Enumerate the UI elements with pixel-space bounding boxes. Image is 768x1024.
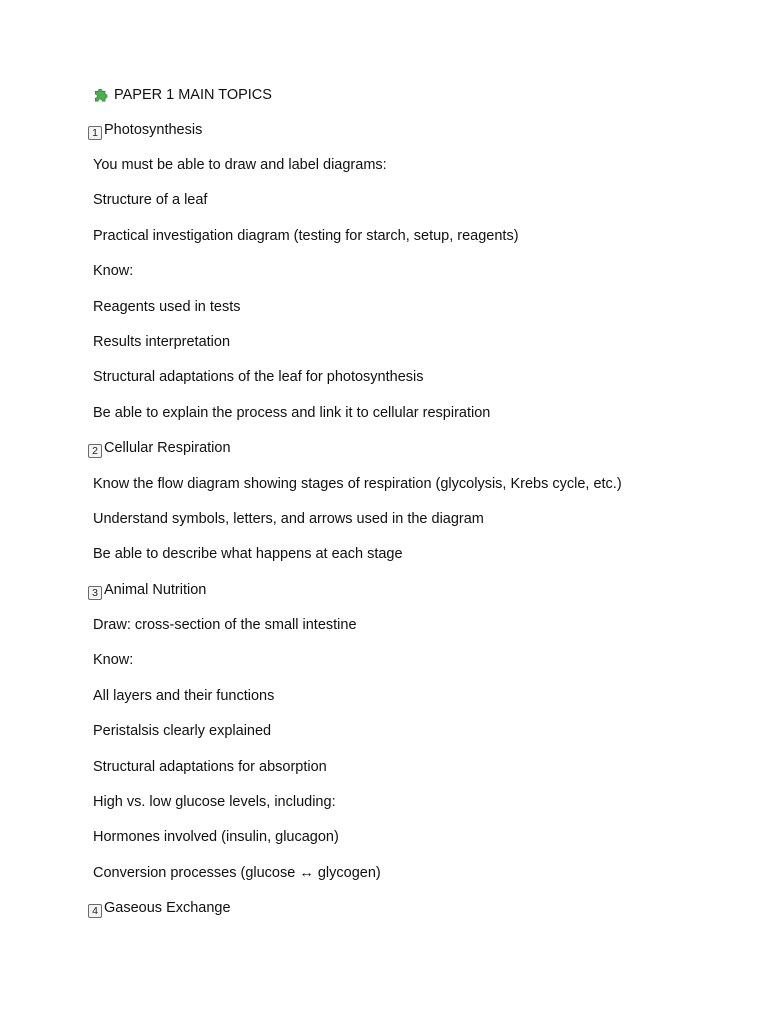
list-item: Hormones involved (insulin, glucagon) — [93, 829, 339, 845]
list-item: Peristalsis clearly explained — [93, 723, 272, 739]
list-item: Be able to describe what happens at each stage — [93, 546, 403, 562]
section-heading-animal-nutrition — [88, 581, 206, 600]
list-item: Practical investigation diagram (testing for starch, setup, reagents) — [93, 228, 519, 244]
section-heading-text: Cellular Respiration — [104, 440, 231, 456]
list-item: Structural adaptations of the leaf for photosynthesis — [93, 369, 424, 385]
list-item: Know the flow diagram showing stages of respiration (glycolysis, Krebs cycle, etc.) — [93, 476, 622, 492]
section-heading-photosynthesis — [88, 121, 202, 140]
keycap-4-icon: 4 — [88, 904, 102, 918]
section-heading-text: Photosynthesis — [104, 122, 203, 138]
keycap-3-icon: 3 — [88, 586, 102, 600]
section-heading-text: Animal Nutrition — [104, 582, 207, 598]
list-item: Know: — [93, 652, 134, 668]
list-item: All layers and their functions — [93, 688, 275, 704]
list-item: You must be able to draw and label diagrams: — [93, 157, 387, 173]
list-item: Structure of a leaf — [93, 192, 208, 208]
section-heading-cellular-respiration — [88, 439, 231, 458]
list-item: Draw: cross-section of the small intestine — [93, 617, 357, 633]
list-item: Understand symbols, letters, and arrows used in the diagram — [93, 511, 484, 527]
section-heading-gaseous-exchange — [88, 899, 231, 918]
list-item: Know: — [93, 263, 134, 279]
keycap-1-icon: 1 — [88, 126, 102, 140]
keycap-2-icon: 2 — [88, 444, 102, 458]
section-heading-text: Gaseous Exchange — [104, 900, 231, 916]
list-item: Reagents used in tests — [93, 299, 241, 315]
document-title-text: PAPER 1 MAIN TOPICS — [114, 87, 272, 103]
document-title — [93, 86, 272, 104]
list-item: Results interpretation — [93, 334, 231, 350]
list-item: Structural adaptations for absorption — [93, 759, 327, 775]
list-item: Conversion processes (glucose ↔ glycogen) — [93, 865, 381, 881]
list-item: Be able to explain the process and link it to cellular respiration — [93, 405, 491, 421]
puzzle-piece-icon — [93, 86, 110, 102]
list-item: High vs. low glucose levels, including: — [93, 794, 336, 810]
